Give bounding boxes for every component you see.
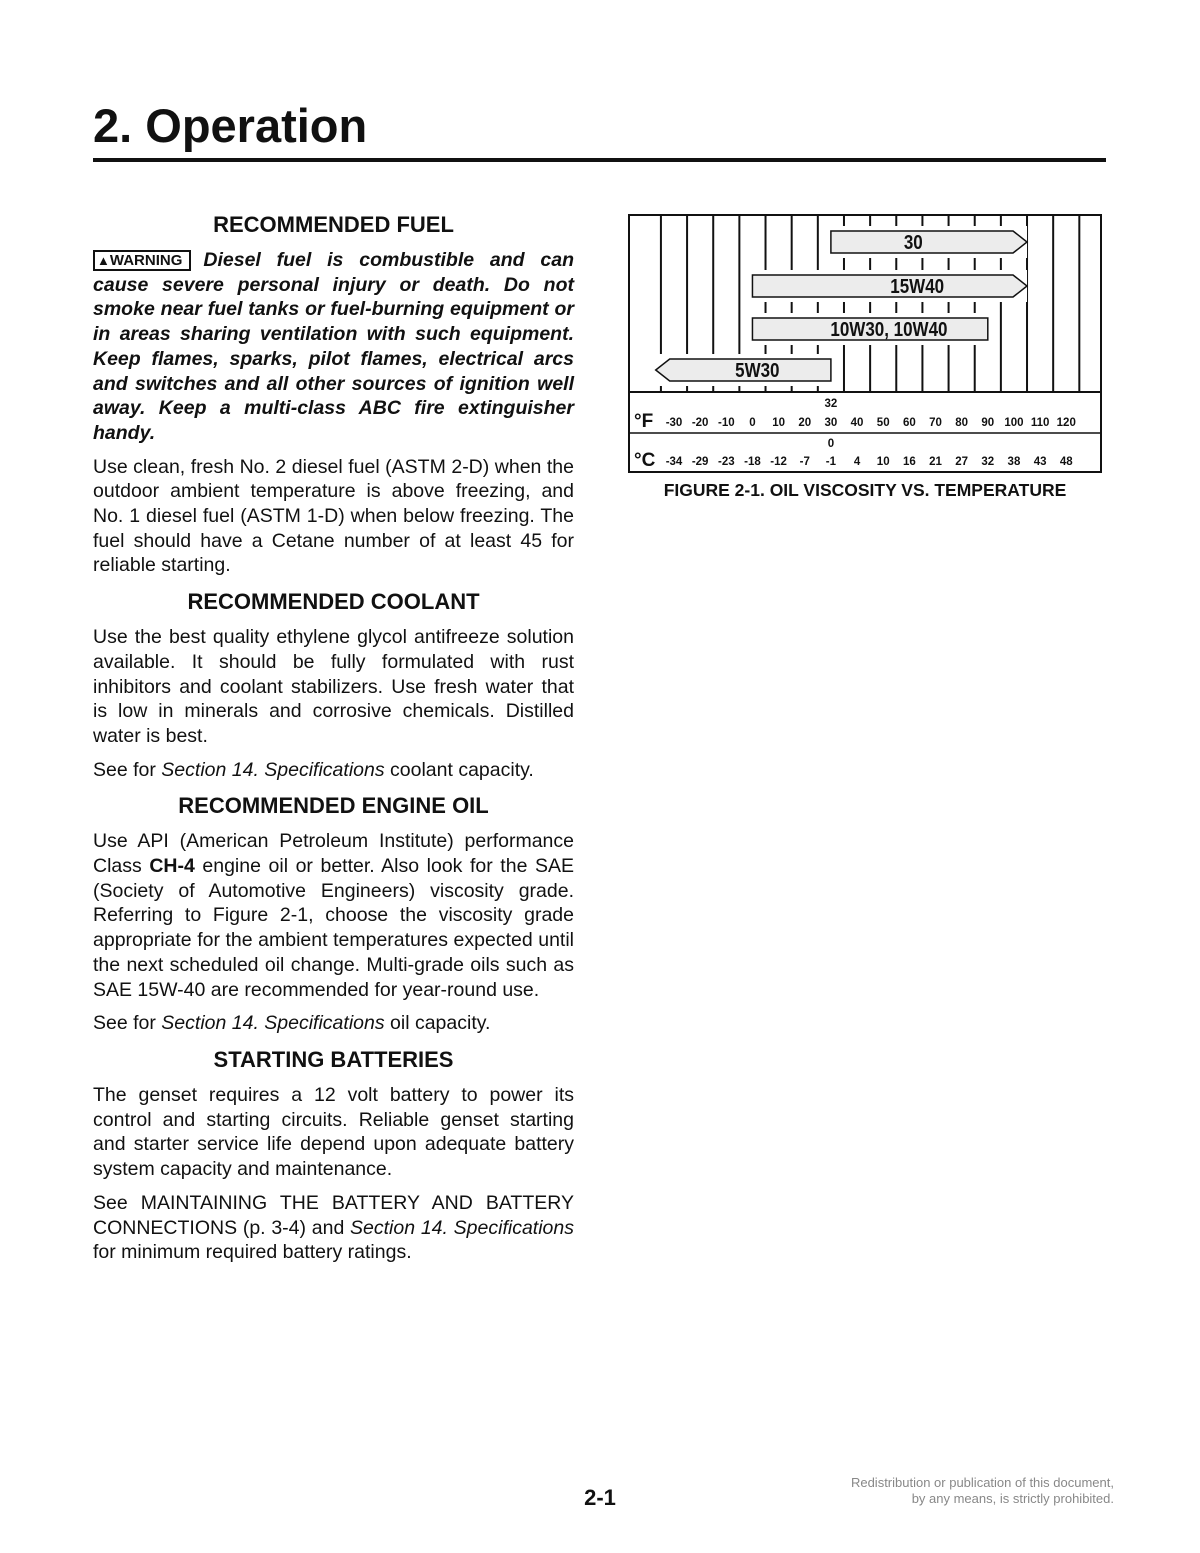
- tick-label-c: 43: [1033, 456, 1047, 468]
- tick-label-c: 21: [929, 456, 942, 468]
- tick-label-f: -20: [691, 417, 709, 429]
- tick-label-c: -23: [717, 456, 735, 468]
- oil-see-prefix: See for: [93, 1012, 162, 1035]
- oil-spec-reference: Section 14. Specifications: [161, 1012, 385, 1035]
- tick-label-f: 20: [798, 417, 812, 429]
- batteries-see-1: See MAINTAINING THE BATTERY AND BATTERY CONNECTIONS (p. 3-4) and: [93, 1191, 574, 1239]
- coolant-spec-reference: Section 14. Specifications: [161, 758, 385, 781]
- tick-label-c: 32: [981, 456, 995, 468]
- oil-class: CH-4: [149, 855, 195, 878]
- oil-body-2: engine oil or better. Also look for the SAE (Society of Automotive Engineers) viscosity grade. Referring to Figure 2-1, choose the viscosity grade appropriate for the ambient temperatures expected until the next scheduled oil change. Multi-grade oils such as SAE 15W-40 are recommended for year-round use.: [93, 855, 574, 1001]
- figure-caption: FIGURE 2-1. OIL VISCOSITY VS. TEMPERATURE: [663, 480, 1067, 500]
- oil-body-1: Use API (American Petroleum Institute) performance Class: [93, 830, 574, 878]
- batteries-body: The genset requires a 12 volt battery to power its control and starting circuits. Reliable genset starting and starter service life depend upon adequate battery system capacity and maintenance.: [93, 1083, 574, 1181]
- tick-label-c: 48: [1059, 456, 1073, 468]
- tick-label-c: -29: [691, 456, 709, 468]
- tick-label-f: 10: [772, 417, 785, 429]
- warning-triangle-icon: ▲: [97, 253, 110, 268]
- axis-unit-c: °C: [634, 450, 656, 471]
- freezing-label-c: 0: [827, 438, 835, 450]
- bar-label: 30: [903, 230, 923, 254]
- title-rule: [93, 158, 1106, 162]
- tick-label-c: 38: [1007, 456, 1021, 468]
- chart-svg: [628, 214, 1102, 473]
- batteries-see-2: for minimum required battery ratings.: [93, 1241, 412, 1264]
- tick-label-f: 80: [955, 417, 969, 429]
- coolant-see-suffix: coolant capacity.: [384, 758, 534, 781]
- warning-badge-text: WARNING: [109, 252, 183, 269]
- coolant-body: Use the best quality ethylene glycol antifreeze solution available. It should be fully formulated with rust inhibitors and coolant stabilizers. Use fresh water that is low in minerals and corrosive chemicals. Distilled water is best.: [93, 626, 574, 747]
- tick-label-f: 60: [902, 417, 916, 429]
- oil-viscosity-chart: [628, 214, 1102, 473]
- axis-unit-f: °F: [634, 411, 654, 432]
- tick-label-f: -10: [717, 417, 735, 429]
- page-number: 2-1: [584, 1485, 616, 1510]
- tick-label-c: 27: [955, 456, 969, 468]
- redistribution-notice: [851, 1475, 1114, 1507]
- warning-badge: [93, 250, 191, 271]
- tick-label-c: -18: [744, 456, 761, 468]
- warning-text: Diesel fuel is combustible and can cause severe personal injury or death. Do not smoke near fuel tanks or fuel-burning equipment or in areas sharing ventilation with such equipment. Keep flames, sparks, pilot flames, electrical arcs and switches and all other sources of ignition well away. Keep a multi-class ABC fire extinguisher handy.: [93, 249, 574, 444]
- tick-label-f: 110: [1030, 417, 1050, 429]
- tick-label-c: -7: [799, 456, 810, 468]
- fuel-body: Use clean, fresh No. 2 diesel fuel (ASTM 2-D) when the outdoor ambient temperature is above freezing, and No. 1 diesel fuel (ASTM 1-D) when below freezing. The fuel should have a Cetane number of at least 45 for reliable starting.: [93, 455, 574, 577]
- recommended-fuel-heading: RECOMMENDED FUEL: [213, 212, 454, 237]
- tick-label-f: 30: [824, 417, 838, 429]
- oil-see: [93, 1011, 574, 1036]
- tick-label-f: 120: [1056, 417, 1076, 429]
- oil-body: [93, 829, 574, 1002]
- freezing-label-f: 32: [824, 398, 838, 410]
- batteries-spec-reference: Section 14. Specifications: [350, 1216, 574, 1239]
- tick-label-f: 90: [981, 417, 995, 429]
- tick-label-f: -30: [665, 417, 683, 429]
- batteries-see: [93, 1191, 574, 1265]
- tick-label-f: 40: [850, 417, 864, 429]
- page-title: 2. Operation: [93, 99, 368, 152]
- tick-label-c: -1: [825, 456, 837, 468]
- notice-line-2: by any means, is strictly prohibited.: [911, 1491, 1114, 1506]
- coolant-see-prefix: See for: [93, 758, 162, 781]
- tick-label-c: -12: [770, 456, 787, 468]
- bar-label: 5W30: [735, 358, 780, 382]
- recommended-oil-heading: RECOMMENDED ENGINE OIL: [178, 793, 489, 819]
- notice-line-1: Redistribution or publication of this document,: [850, 1475, 1114, 1490]
- oil-see-suffix: oil capacity.: [384, 1012, 491, 1035]
- tick-label-c: -34: [665, 456, 683, 468]
- left-column: [93, 210, 574, 1274]
- bar-30: [831, 231, 1027, 253]
- tick-label-c: 10: [876, 456, 890, 468]
- tick-label-f: 100: [1004, 417, 1024, 429]
- bar-label: 10W30, 10W40: [830, 317, 948, 341]
- coolant-see: [93, 758, 574, 783]
- tick-label-c: 4: [853, 456, 861, 468]
- tick-label-f: 50: [876, 417, 890, 429]
- starting-batteries-heading: STARTING BATTERIES: [213, 1046, 454, 1072]
- tick-label-c: 16: [902, 456, 916, 468]
- tick-label-f: 0: [749, 417, 756, 429]
- recommended-coolant-heading: RECOMMENDED COOLANT: [187, 589, 480, 615]
- fuel-warning: [93, 248, 574, 446]
- tick-label-f: 70: [929, 417, 942, 429]
- bar-label: 15W40: [890, 274, 945, 298]
